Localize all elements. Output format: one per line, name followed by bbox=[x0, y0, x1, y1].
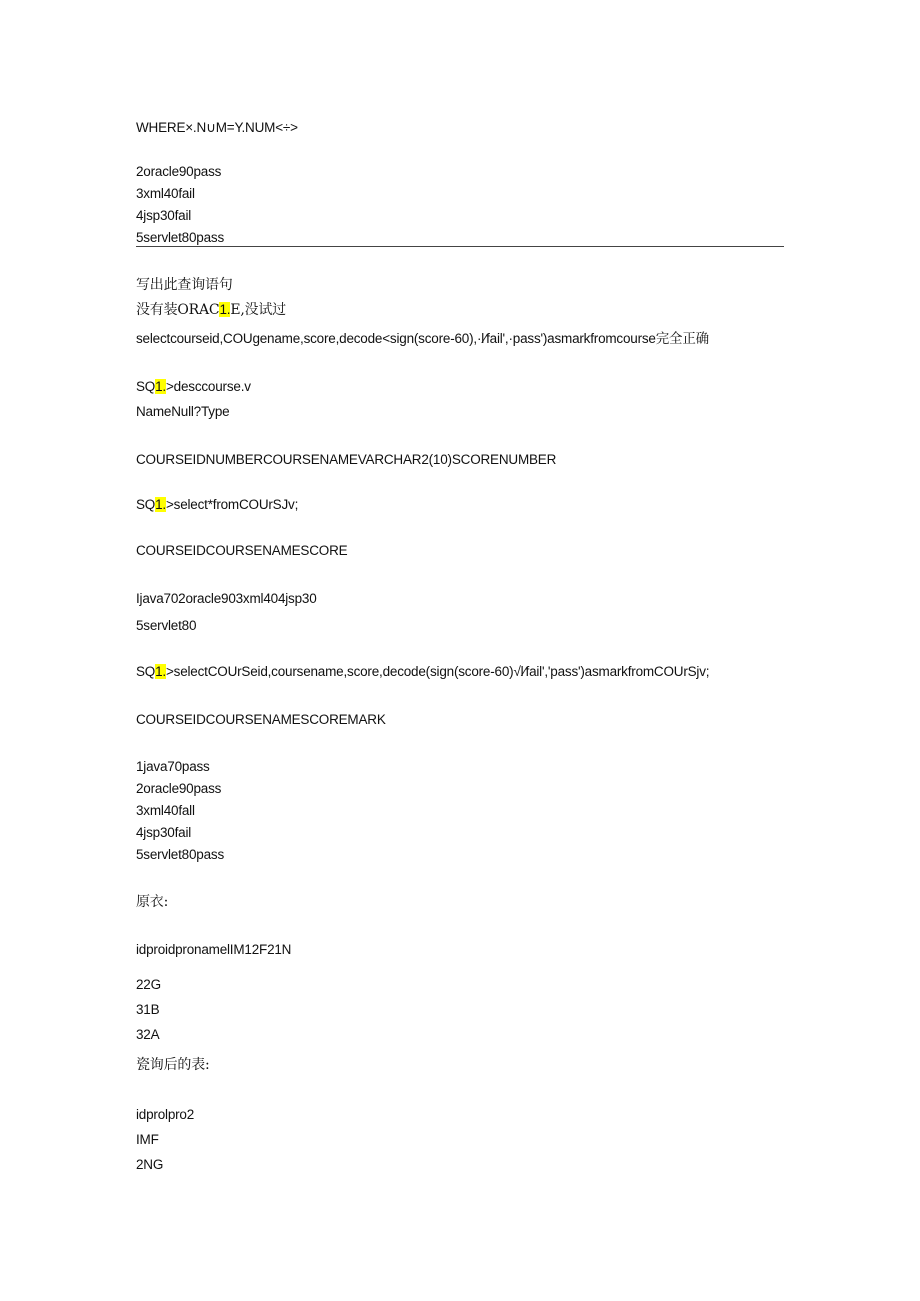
line-decode-header: COURSEIDCOURSENAMESCOREMARK bbox=[136, 712, 386, 727]
note-part-b: E,没试过 bbox=[230, 302, 286, 318]
line-original-table-label: 原衣: bbox=[136, 894, 169, 910]
line-result-row-2: 2NG bbox=[136, 1157, 164, 1172]
line-sql-desc bbox=[136, 378, 251, 396]
line-decode-row-4: 4jsp30fail bbox=[136, 825, 192, 840]
line-original-row-3: 32A bbox=[136, 1027, 160, 1042]
line-result-5: 5servlet80pass bbox=[136, 230, 225, 245]
line-decode-row-1: 1java70pass bbox=[136, 759, 210, 774]
line-select-row-5: 5servlet80 bbox=[136, 618, 197, 633]
line-desc-header: NameNull?Type bbox=[136, 404, 230, 419]
line-original-row-2: 31B bbox=[136, 1002, 160, 1017]
sql-prompt: SQ bbox=[136, 497, 156, 512]
highlight-mark: 1. bbox=[155, 664, 166, 679]
line-query-answer: selectcourseid,COUgename,score,decode<sign(score-60),·l∕fail',·pass')asmarkfromcourse完全正确 bbox=[136, 331, 709, 346]
highlight-mark: 1. bbox=[155, 379, 166, 394]
line-result-header: idprolpro2 bbox=[136, 1107, 195, 1122]
line-original-row-1: 22G bbox=[136, 977, 161, 992]
sql-command: >select*fromCOUrSJv; bbox=[165, 497, 299, 512]
line-sql-select bbox=[136, 496, 298, 514]
line-decode-row-5: 5servlet80pass bbox=[136, 847, 225, 862]
line-result-table-label: 瓷询后的表: bbox=[136, 1057, 210, 1073]
horizontal-divider bbox=[136, 246, 784, 247]
line-result-2: 2oracle90pass bbox=[136, 164, 222, 179]
line-decode-row-2: 2oracle90pass bbox=[136, 781, 222, 796]
line-original-header: idproidpronamelIM12F21N bbox=[136, 942, 292, 957]
highlight-mark: 1. bbox=[219, 302, 231, 317]
line-result-4: 4jsp30fail bbox=[136, 208, 192, 223]
sql-command: >desccourse.v bbox=[165, 379, 251, 394]
line-note bbox=[136, 301, 286, 319]
line-result-row-1: IMF bbox=[136, 1132, 159, 1147]
line-sql-decode bbox=[136, 663, 709, 681]
line-where: WHERE×.N∪M=Y.NUM<÷> bbox=[136, 120, 298, 135]
sql-prompt: SQ bbox=[136, 664, 156, 679]
highlight-mark: 1. bbox=[155, 497, 166, 512]
line-desc-columns: COURSEIDNUMBERCOURSENAMEVARCHAR2(10)SCORENUMBER bbox=[136, 452, 557, 467]
line-select-header: COURSEIDCOURSENAMESCORE bbox=[136, 543, 348, 558]
sql-command: >selectCOUrSeid,coursename,score,decode(sign(score-60)√l∕fail','pass')asmarkfromCOUrSjv; bbox=[165, 664, 710, 679]
line-question: 写出此查询语句 bbox=[136, 277, 233, 293]
sql-prompt: SQ bbox=[136, 379, 156, 394]
line-result-3: 3xml40fail bbox=[136, 186, 195, 201]
note-part-a: 没有装ORAC bbox=[136, 302, 220, 318]
line-select-rows: Ijava702oracle903xml404jsp30 bbox=[136, 591, 317, 606]
line-decode-row-3: 3xml40fall bbox=[136, 803, 195, 818]
